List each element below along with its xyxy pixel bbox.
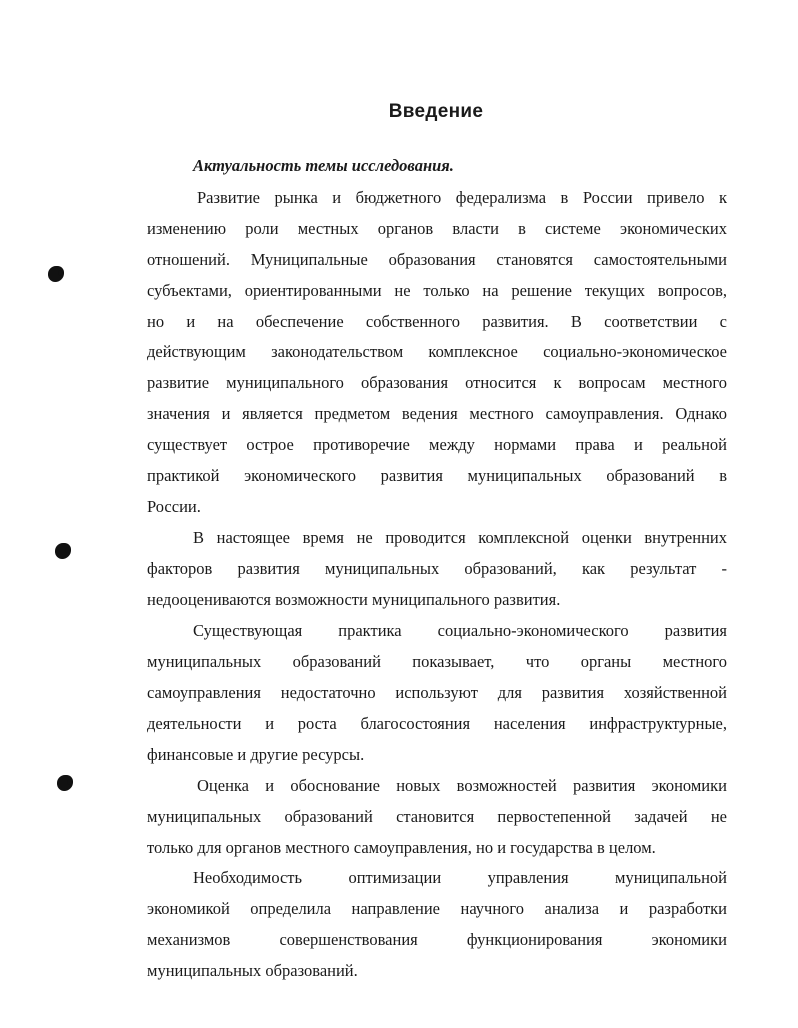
text-line: практикой экономического развития муниципальных образований в — [147, 466, 727, 486]
paragraph-2 — [147, 523, 727, 616]
text-line: В настоящее время не проводится комплексной оценки внутренних — [193, 528, 727, 547]
text-line: деятельности и роста благосостояния населения инфраструктурные, — [147, 713, 727, 733]
text-line: Необходимость оптимизации управления муниципальной — [193, 868, 727, 887]
paragraph-4 — [147, 771, 727, 864]
text-line: существует острое противоречие между нормами права и реальной — [147, 435, 727, 455]
text-line: отношений. Муниципальные образования становятся самостоятельными — [147, 249, 727, 269]
text-line: действующим законодательством комплексное социально-экономическое — [147, 342, 727, 362]
text-line: муниципальных образований показывает, что органы местного — [147, 651, 727, 671]
text-line: только для органов местного самоуправления, но и государства в целом. — [147, 837, 656, 857]
section-subtitle: Актуальность темы исследования. — [193, 156, 454, 175]
text-line: Развитие рынка и бюджетного федерализма в России привело к — [197, 188, 727, 207]
text-line: факторов развития муниципальных образований, как результат - — [147, 558, 727, 578]
text-line: муниципальных образований становится первостепенной задачей не — [147, 806, 727, 826]
text-line: экономикой определила направление научного анализа и разработки — [147, 898, 727, 918]
text-line: недооцениваются возможности муниципального развития. — [147, 589, 561, 609]
text-line: самоуправления недостаточно используют для развития хозяйственной — [147, 682, 727, 702]
text-line: механизмов совершенствования функционирования экономики — [147, 929, 727, 949]
paragraph-3 — [147, 616, 727, 770]
punch-hole-mark — [57, 775, 73, 791]
page-title: Введение — [388, 101, 484, 122]
text-line: значения и является предметом ведения местного самоуправления. Однако — [147, 404, 727, 424]
punch-hole-mark — [55, 543, 71, 559]
text-line: но и на обеспечение собственного развития. В соответствии с — [147, 311, 727, 331]
punch-hole-mark — [48, 266, 64, 282]
text-line: субъектами, ориентированными не только на решение текущих вопросов, — [147, 280, 727, 300]
paragraph-1 — [147, 183, 727, 523]
text-line: развитие муниципального образования относится к вопросам местного — [147, 373, 727, 393]
text-line: изменению роли местных органов власти в системе экономических — [147, 218, 727, 238]
text-line: Оценка и обоснование новых возможностей развития экономики — [197, 776, 727, 795]
paragraph-5 — [147, 863, 727, 987]
text-line: России. — [147, 496, 201, 516]
text-line: финансовые и другие ресурсы. — [147, 744, 365, 764]
text-line: муниципальных образований. — [147, 960, 358, 980]
text-line: Существующая практика социально-экономического развития — [193, 621, 727, 640]
